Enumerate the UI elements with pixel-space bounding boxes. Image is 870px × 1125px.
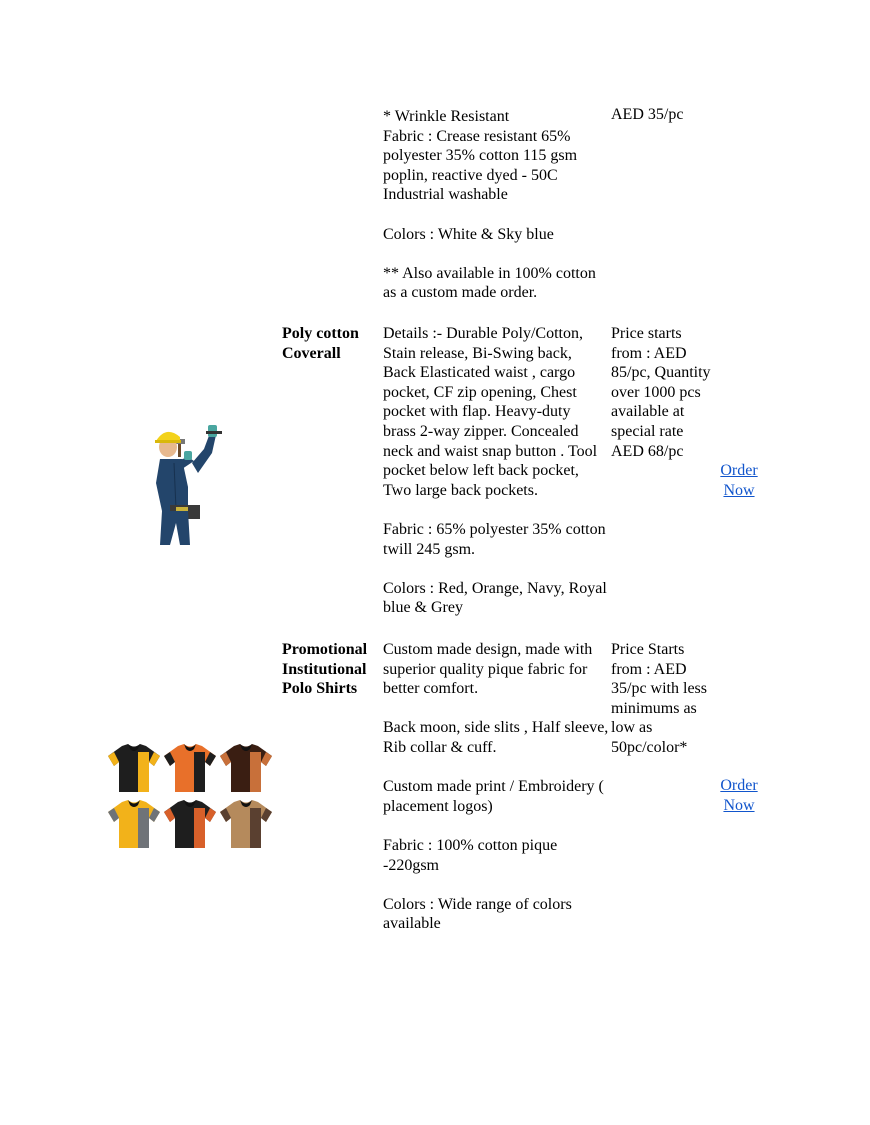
shirt-price: AED 35/pc [611,106,684,123]
polo-fabric-text: Fabric : 100% cotton pique -220gsm [383,836,558,874]
shirt-details [383,107,607,303]
polo-order-now-cell [709,776,769,815]
shirt-also-available-text: ** Also available in 100% cotton as a custom made order. [383,264,596,302]
polo-features-text: Back moon, side slits , Half sleeve, Rib collar & cuff. [383,719,609,756]
polo-product-name: Promotional Institutional Polo Shirts [282,641,368,698]
polo-shirt-icon [108,800,160,848]
polo-shirt-icon [164,744,216,792]
polo-shirt-icon [220,744,272,792]
coverall-details [383,324,607,618]
coverall-price: Price starts from : AED 85/pc, Quantity over 1000 pcs available at special rate AED 68/pc [611,325,711,460]
shirt-colors-text: Colors : White & Sky blue [383,225,554,243]
coverall-order-now-cell [709,461,769,500]
polo-price: Price Starts from : AED 35/pc with less minimums as low as 50pc/color* [611,641,707,756]
polo-colors-text: Colors : Wide range of colors available [383,895,572,933]
polo-print-text: Custom made print / Embroidery ( placement logos) [383,778,604,815]
polo-shirts-image [104,740,276,850]
coverall-colors-text: Colors : Red, Orange, Navy, Royal blue & Grey [383,579,607,617]
polo-shirts-icon [104,740,276,850]
coverall-fabric-text: Fabric : 65% polyester 35% cotton twill 245 gsm. [383,520,606,558]
coverall-product-name: Poly cotton Coverall [282,325,359,362]
polo-shirt-icon [108,744,160,792]
coverall-details-text: Details :- Durable Poly/Cotton, Stain release, Bi-Swing back, Back Elasticated waist , cargo pocket, CF zip opening, Chest pocket with flap. Heavy-duty brass 2-way zipper. Concealed neck and waist snap button . Tool pocket below left back pocket, Two large back pockets. [383,325,598,499]
coverall-worker-image [152,423,224,545]
polo-design-text: Custom made design, made with superior quality pique fabric for better comfort. [383,641,593,698]
polo-details [383,640,611,934]
polo-shirt-icon [164,800,216,848]
coverall-order-now-link[interactable]: Order Now [720,462,758,499]
worker-in-coverall-icon [152,423,224,545]
polo-shirt-icon [220,800,272,848]
shirt-fabric-text: * Wrinkle Resistant Fabric : Crease resistant 65% polyester 35% cotton 115 gsm poplin, reactive dyed - 50C Industrial washable [383,108,578,204]
polo-order-now-link[interactable]: Order Now [720,777,758,814]
